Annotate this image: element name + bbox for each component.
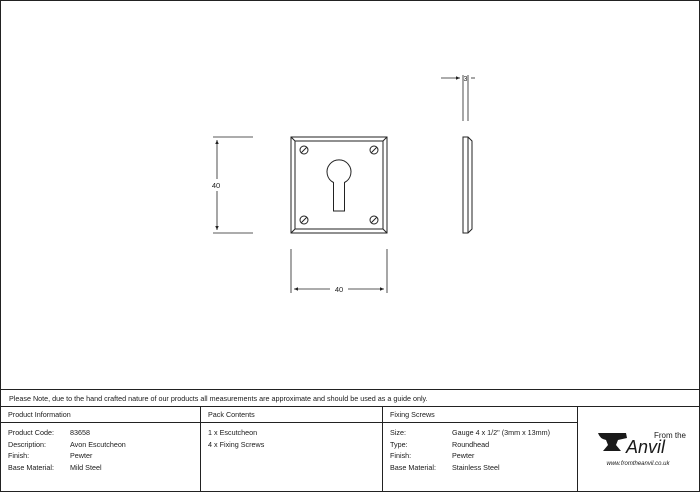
pack-item: 1 x Escutcheon xyxy=(208,428,258,437)
screw-size-value: Gauge 4 x 1/2" (3mm x 13mm) xyxy=(452,428,551,437)
finish-value: Pewter xyxy=(70,451,93,460)
pack-contents-header: Pack Contents xyxy=(201,407,382,423)
finish-row: Finish: Pewter xyxy=(8,450,200,462)
width-dimension-label: 40 xyxy=(334,285,344,294)
logo-url: www.fromtheanvil.co.uk xyxy=(606,461,670,467)
fixing-screws-panel xyxy=(383,407,578,491)
screw-finish-value: Pewter xyxy=(452,451,475,460)
thickness-dimension xyxy=(441,75,475,121)
product-code-value: 83658 xyxy=(70,428,90,437)
screw-finish-row: Finish: Pewter xyxy=(390,450,577,462)
base-material-value: Mild Steel xyxy=(70,462,102,472)
anvil-icon xyxy=(598,433,627,451)
measurement-note: Please Note, due to the hand crafted nature of our products all measurements are approximate and should be used as a guide only. xyxy=(1,389,699,407)
product-code-row: Product Code: 83658 xyxy=(8,427,200,439)
screw-type-value: Roundhead xyxy=(452,439,490,449)
description-row: Description: Avon Escutcheon xyxy=(8,439,200,451)
screw-base-material-row: Base Material: Stainless Steel xyxy=(390,462,577,474)
base-material-row: Base Material: Mild Steel xyxy=(8,462,200,474)
escutcheon-side-view xyxy=(463,137,472,233)
height-dimension-label: 40 xyxy=(211,181,221,190)
screw-base-material-value: Stainless Steel xyxy=(452,462,500,472)
from-the-anvil-logo xyxy=(578,407,699,491)
technical-drawing xyxy=(1,1,700,389)
screw-type-row: Type: Roundhead xyxy=(390,439,577,451)
screw-size-row: Size: Gauge 4 x 1/2" (3mm x 13mm) xyxy=(390,427,577,439)
product-information-header: Product Information xyxy=(1,407,200,423)
escutcheon-front-view xyxy=(291,137,387,233)
logo-small-text: From the xyxy=(654,431,687,440)
pack-contents-panel xyxy=(201,407,383,491)
pack-item: 4 x Fixing Screws xyxy=(208,439,265,449)
keyhole xyxy=(327,160,351,211)
logo-brand-text: Anvil xyxy=(626,437,666,457)
thickness-dimension-label: 3 xyxy=(463,76,468,83)
product-information-panel xyxy=(1,407,201,491)
description-value: Avon Escutcheon xyxy=(70,439,126,449)
fixing-screws-header: Fixing Screws xyxy=(383,407,577,423)
